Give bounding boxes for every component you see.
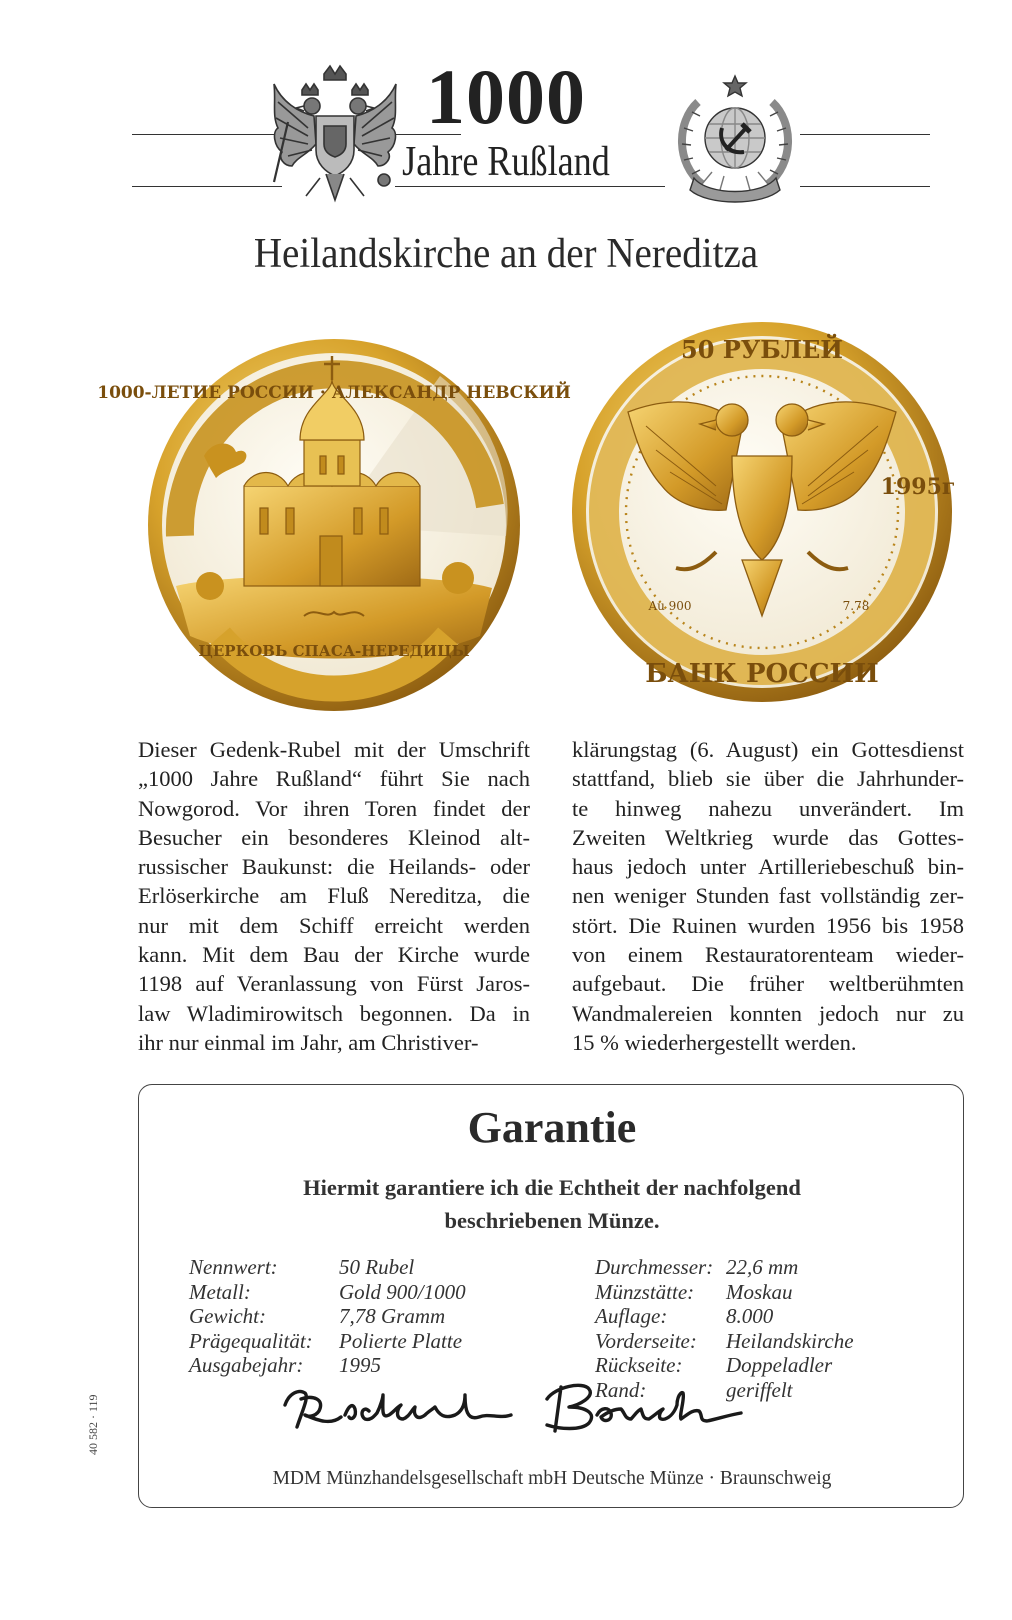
text-line: stattfand, blieb sie über die Jahrhunder- xyxy=(572,766,964,792)
spec-value: 50 Rubel xyxy=(339,1255,415,1279)
text-line: „1000 Jahre Rußland“ führt Sie nach xyxy=(138,766,530,792)
text-line: haus jedoch unter Artilleriebeschuß bin- xyxy=(572,854,964,880)
coin-reverse-denomination: 50 РУБЛЕЙ xyxy=(681,335,843,364)
text-line: Zweiten Weltkrieg wurde das Gottes- xyxy=(572,824,964,850)
guarantee-statement-line-1: Hiermit garantiere ich die Echtheit der nachfolgend xyxy=(303,1175,801,1200)
header-rule-left-bottom xyxy=(132,186,282,187)
coin-reverse-bank: БАНК РОССИИ xyxy=(645,659,879,689)
coin-reverse-metal-mark: Au 900 xyxy=(648,599,692,613)
text-line: Wandmalereien konnten jedoch nur zu xyxy=(572,1000,964,1026)
guarantee-title: Garantie xyxy=(467,1103,637,1152)
spec-value: Heilandskirche xyxy=(726,1328,854,1353)
spec-value: Polierte Platte xyxy=(339,1328,463,1353)
guarantee-box xyxy=(138,1084,964,1508)
spec-value: 8.000 xyxy=(726,1304,774,1328)
spec-left-labels xyxy=(189,1255,313,1378)
body-text-right-column xyxy=(572,735,964,1057)
header-number: 1000 xyxy=(426,53,586,140)
guarantee-statement xyxy=(199,1171,905,1237)
coin-obverse-image xyxy=(97,336,571,714)
text-line: nur mit dem Schiff erreicht werden xyxy=(138,912,530,938)
spec-left-values xyxy=(339,1255,466,1378)
publisher-footer: MDM Münzhandelsgesellschaft mbH Deutsche Münze · Braunschweig xyxy=(272,1468,832,1489)
header-rule-right-bottom xyxy=(800,186,930,187)
spec-value: Doppeladler xyxy=(726,1353,833,1377)
spec-label: Vorderseite: xyxy=(595,1328,697,1353)
text-line: russischer Baukunst: die Heilands- oder xyxy=(138,854,530,880)
text-line: Erlöserkirche am Fluß Nereditza, die xyxy=(138,883,530,909)
page-title: Heilandskirche an der Nereditza xyxy=(253,231,759,277)
coin-obverse-bottom-legend: ЦЕРКОВЬ СПАСА-НЕРЕДИЦЫ xyxy=(198,642,470,660)
spec-value: 7,78 Gramm xyxy=(339,1304,446,1328)
coin-reverse-weight-mark: 7.78 xyxy=(842,599,870,613)
spec-label: Durchmesser: xyxy=(595,1255,714,1279)
text-line: von einem Restauratorenteam wieder- xyxy=(572,942,964,968)
spec-label: Gewicht: xyxy=(189,1304,266,1328)
guarantee-statement-line-2: beschriebenen Münze. xyxy=(444,1208,660,1233)
spec-label: Ausgabejahr: xyxy=(189,1353,304,1377)
spec-value: Moskau xyxy=(726,1279,793,1304)
text-line: kann. Mit dem Bau der Kirche wurde xyxy=(138,942,530,968)
signature-image xyxy=(279,1375,819,1445)
text-line: aufgebaut. Die früher weltberühmten xyxy=(572,971,964,997)
text-line: Dieser Gedenk-Rubel mit der Umschrift xyxy=(138,737,530,762)
spec-label: Auflage: xyxy=(595,1304,668,1328)
text-line: klärungstag (6. August) ein Gottesdienst xyxy=(572,737,964,762)
header-subtitle: Jahre Rußland xyxy=(402,139,610,185)
text-line: te hinweg nahezu unverändert. Im xyxy=(572,795,964,821)
spec-label: Rand: xyxy=(595,1377,647,1402)
text-line: ihr nur einmal im Jahr, am Christiver- xyxy=(138,1029,479,1055)
spec-value: geriffelt xyxy=(726,1377,793,1402)
spec-label: Münzstätte: xyxy=(595,1279,695,1304)
spec-label: Prägequalität: xyxy=(189,1328,313,1353)
soviet-emblem-icon xyxy=(668,72,802,206)
spec-value: 22,6 mm xyxy=(726,1255,799,1279)
spec-label: Rückseite: xyxy=(595,1353,683,1377)
coin-reverse-image xyxy=(566,316,958,708)
text-line: stört. Die Ruinen wurden 1956 bis 1958 xyxy=(572,912,964,938)
text-line: law Wladimirowitsch begonnen. Da in xyxy=(138,1000,530,1026)
spec-label: Metall: xyxy=(189,1279,251,1304)
text-line: Besucher ein besonderes Kleinod alt- xyxy=(138,824,530,850)
coin-reverse-year: 1995г xyxy=(880,474,956,500)
body-text-left-column xyxy=(138,735,530,1057)
header-rule-mid-bottom xyxy=(395,186,665,187)
side-reference-code: 40 582 · 119 xyxy=(86,1394,100,1455)
text-line: 1198 auf Veranlassung von Fürst Jaros- xyxy=(138,971,530,997)
text-line: 15 % wiederhergestellt werden. xyxy=(572,1029,857,1055)
text-line: nen weniger Stunden fast vollständig zer- xyxy=(572,883,964,909)
coin-obverse-legend: 1000-ЛЕТИЕ РОССИИ · АЛЕКСАНДР НЕВСКИЙ xyxy=(97,383,571,403)
spec-value: 1995 xyxy=(339,1353,381,1377)
text-line: Nowgorod. Vor ihren Toren findet der xyxy=(138,795,530,821)
spec-value: Gold 900/1000 xyxy=(339,1279,466,1304)
spec-label: Nennwert: xyxy=(189,1255,278,1279)
